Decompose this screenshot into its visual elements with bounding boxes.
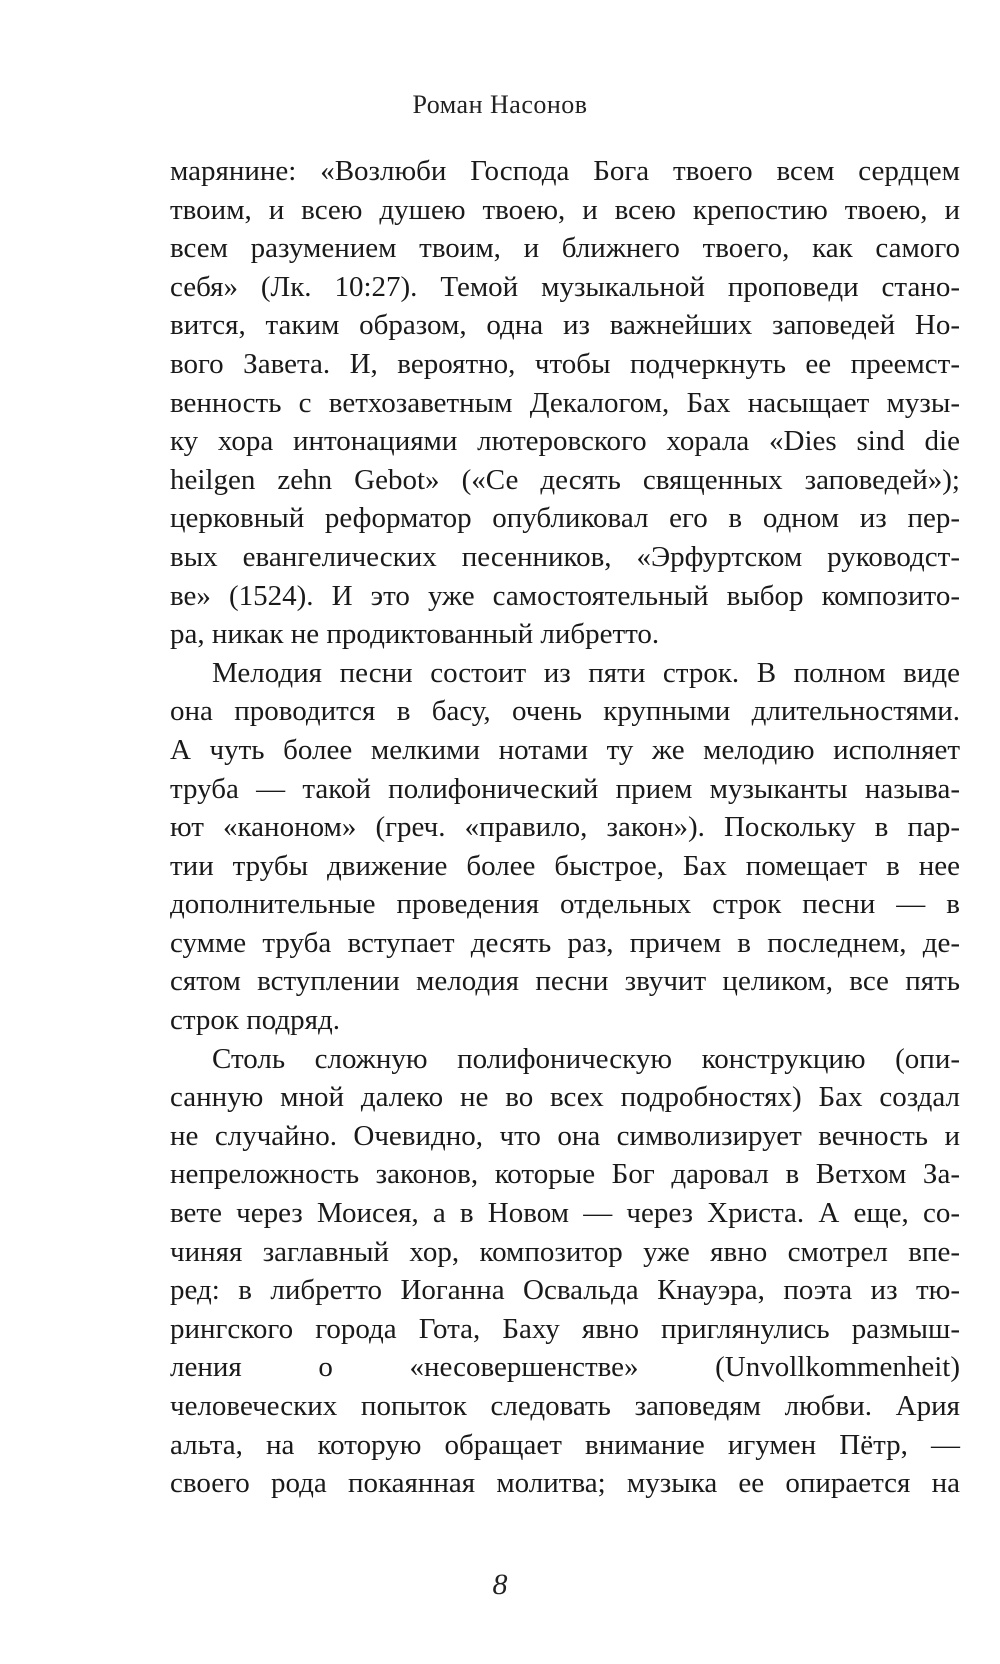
text-line: вых евангелических песенников, «Эрфуртском руководст- — [170, 540, 960, 573]
text-line: сумме труба вступает десять раз, причем в последнем, де- — [170, 926, 960, 959]
text-line: ют «каноном» (греч. «правило, закон»). Поскольку в пар- — [170, 811, 960, 844]
paragraph-start-line: Столь сложную полифоническую конструкцию (опи- — [212, 1042, 960, 1075]
text-line: строк подряд. — [170, 1004, 341, 1037]
text-line: ра, никак не продиктованный либретто. — [170, 618, 660, 651]
text-line: А чуть более мелкими нотами ту же мелодию исполняет — [170, 733, 960, 766]
text-line: ред: в либретто Иоганна Освальда Кнауэра, поэта из тю- — [170, 1274, 960, 1307]
text-line: труба — такой полифонический прием музыканты называ- — [170, 772, 960, 805]
text-line: своего рода покаянная молитва; музыка ее опирается на — [170, 1467, 960, 1500]
text-line: не случайно. Очевидно, что она символизирует вечность и — [170, 1119, 960, 1152]
running-head-author: Роман Насонов — [412, 90, 588, 119]
paragraph-start-line: Мелодия песни состоит из пяти строк. В полном виде — [212, 656, 960, 689]
text-line: вого Завета. И, вероятно, чтобы подчеркнуть ее преемст- — [170, 347, 960, 380]
text-line: себя» (Лк. 10:27). Темой музыкальной проповеди стано- — [170, 270, 960, 303]
text-line: рингского города Гота, Баху явно приглянулись размыш- — [170, 1312, 960, 1345]
text-line: дополнительные проведения отдельных строк песни — в — [170, 888, 960, 921]
text-line: альта, на которую обращает внимание игумен Пётр, — — [170, 1428, 960, 1461]
body-text — [170, 152, 960, 1503]
text-line: непреложность законов, которые Бог даровал в Ветхом За- — [170, 1158, 960, 1191]
page-number: 8 — [492, 1568, 508, 1601]
text-line: вится, таким образом, одна из важнейших заповедей Но- — [170, 309, 960, 342]
text-line: человеческих попыток следовать заповедям любви. Ария — [170, 1390, 960, 1422]
text-line: всем разумением твоим, и ближнего твоего, как самого — [170, 232, 960, 265]
text-line: вете через Моисея, а в Новом — через Христа. А еще, со- — [170, 1197, 960, 1230]
text-line: санную мной далеко не во всех подробностях) Бах создал — [170, 1081, 960, 1114]
text-line: ве» (1524). И это уже самостоятельный выбор композито- — [170, 579, 960, 612]
text-line: она проводится в басу, очень крупными длительностями. — [170, 695, 960, 728]
text-line: марянине: «Возлюби Господа Бога твоего всем сердцем — [170, 155, 960, 187]
text-line: твоим, и всею душею твоею, и всею крепостию твоею, и — [170, 193, 960, 226]
text-line: церковный реформатор опубликовал его в одном из пер- — [170, 502, 960, 535]
text-line: чиняя заглавный хор, композитор уже явно смотрел впе- — [170, 1235, 960, 1268]
text-line: ления о «несовершенстве» (Unvollkommenheit) — [170, 1351, 960, 1384]
text-line: heilgen zehn Gebot» («Се десять священных заповедей»); — [170, 463, 960, 496]
text-line: ку хора интонациями лютеровского хорала «Dies sind die — [170, 425, 960, 458]
text-line: венность с ветхозаветным Декалогом, Бах насыщает музы- — [170, 386, 960, 419]
text-line: тии трубы движение более быстрое, Бах помещает в нее — [170, 849, 960, 882]
text-line: сятом вступлении мелодия песни звучит целиком, все пять — [170, 965, 960, 998]
